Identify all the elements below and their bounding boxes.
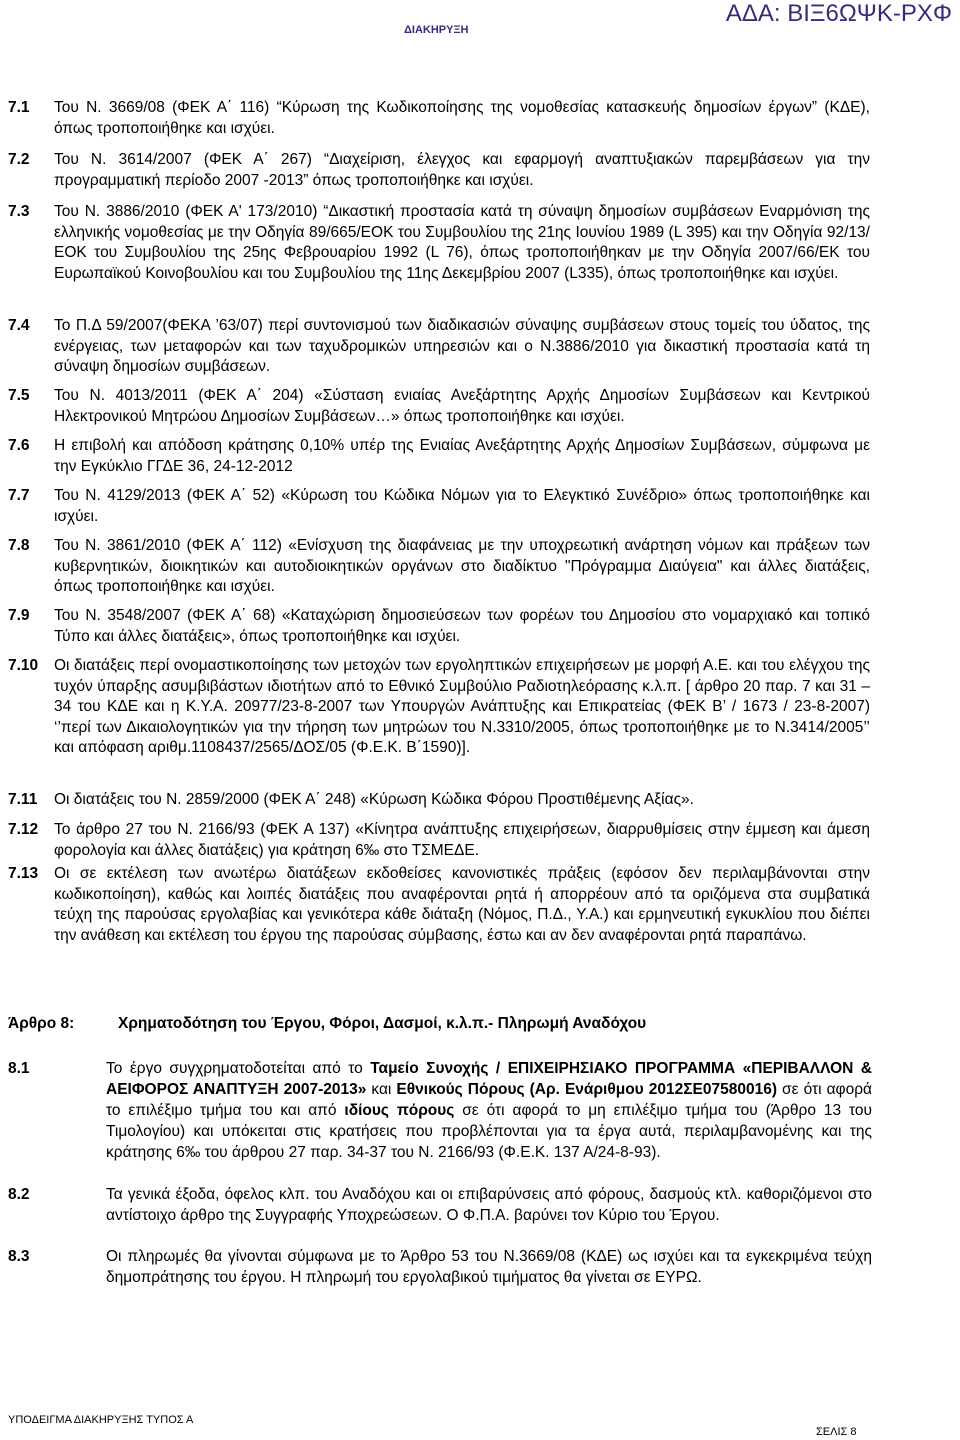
clause-7-1 — [8, 98, 870, 139]
clause-text-part: σε ότι αφορά το μη επιλέξιμο τμήμα του (Άρθρο 13 του Τιμολογίου) και υπόκειται στις κρατήσεις που προβλέπονται για τα έργα αυτά, περιλαμβανομένης και της κράτησης 6‰ του άρθρου 27 παρ. 34-37 του Ν. 2166/93 (Φ.Ε.Κ. 137 Α/24-8-93). — [106, 1102, 873, 1161]
clause-7-5 — [8, 386, 870, 427]
clause-number: 7.3 — [8, 203, 30, 220]
clause-7-11 — [8, 790, 870, 811]
funding-source: Ταμείο Συνοχής / ΕΠΙΧΕΙΡΗΣΙΑΚΟ ΠΡΟΓΡΑΜΜΑ «ΠΕΡΙΒΑΛΛΟΝ & ΑΕΙΦΟΡΟΣ ΑΝΑΠΤΥΞΗ 2007-2013» — [106, 1060, 872, 1098]
clause-text: Το άρθρο 27 του Ν. 2166/93 (ΦΕΚ Α 137) «Κίνητρα ανάπτυξης επιχειρήσεων, διαρρυθμίσεις στην έμμεση και άμεση φορολογία και άλλες διατάξεις) για κράτηση 6‰ στο ΤΣΜΕΔΕ. — [54, 821, 870, 859]
clause-7-12 — [8, 820, 870, 861]
clause-number: 7.8 — [8, 537, 30, 554]
clause-number: 8.2 — [8, 1186, 30, 1203]
clause-text: Τα γενικά έξοδα, όφελος κλπ. του Αναδόχου και οι επιβαρύνσεις από φόρους, δασμούς κτλ. καθοριζόμενοι στο αντίστοιχο άρθρο της Συγγραφής Υποχρεώσεων. Ο Φ.Π.Α. βαρύνει τον Κύριο του Έργου. — [106, 1186, 872, 1224]
clause-text-part: και — [366, 1081, 397, 1098]
clause-7-3 — [8, 202, 870, 284]
clause-7-7 — [8, 486, 870, 527]
footer-document-type: ΥΠΟΔΕΙΓΜΑ ΔΙΑΚΗΡΥΞΗΣ ΤΥΠΟΣ Α — [8, 1414, 194, 1426]
clause-text: Του Ν. 3548/2007 (ΦΕΚ Α΄ 68) «Καταχώριση δημοσιεύσεων των φορέων του Δημοσίου στο νομαρχιακό και τοπικό Τύπο και άλλες διατάξεις», όπως τροποποιήθηκε και ισχύει. — [54, 607, 870, 645]
clause-number: 7.9 — [8, 607, 30, 624]
clause-text: Το Π.Δ 59/2007(ΦΕΚΑ ’63/07) περί συντονισμού των διαδικασιών σύναψης συμβάσεων στους τομείς του ύδατος, της ενέργειας, των μεταφορών και των ταχυδρομικών υπηρεσιών και ο Ν.3886/2010 για δικαστική προστασία κατά τη σύναψη δημοσίων συμβάσεων. — [54, 317, 870, 375]
clause-text: Του Ν. 3861/2010 (ΦΕΚ Α΄ 112) «Ενίσχυση της διαφάνειας με την υποχρεωτική ανάρτηση νόμων και πράξεων των κυβερνητικών, διοικητικών και αυτοδιοικητικών οργάνων στο διαδίκτυο "Πρόγραμμα Διαύγεια" και άλλες διατάξεις, όπως τροποποιήθηκε και ισχύει. — [54, 537, 870, 595]
clause-number: 7.12 — [8, 821, 39, 838]
page-header — [0, 0, 960, 40]
clause-7-9 — [8, 606, 870, 647]
clause-text: Του Ν. 4013/2011 (ΦΕΚ Α΄ 204) «Σύσταση ενιαίας Ανεξάρτητης Αρχής Δημοσίων Συμβάσεων και Κεντρικού Ηλεκτρονικού Μητρώου Δημοσίων Συμβάσεων…» όπως τροποποιήθηκε και ισχύει. — [54, 387, 870, 425]
ada-code: ΑΔΑ: ΒΙΞ6ΩΨΚ-ΡΧΦ — [725, 0, 952, 27]
clause-7-4 — [8, 316, 870, 378]
clause-number: 7.4 — [8, 317, 30, 334]
clause-text: Του Ν. 3886/2010 (ΦΕΚ Α' 173/2010) “Δικαστική προστασία κατά τη σύναψη δημοσίων συμβάσεων Εναρμόνιση της ελληνικής νομοθεσίας με την Οδηγία 89/665/ΕΟΚ του Συμβουλίου της 21ης Ιουνίου 1989 (L 395) και την Οδηγία 92/13/ΕΟΚ του Συμβουλίου της 25ης Φεβρουαρίου 1992 (L 76), όπως τροποποιήθηκαν με την Οδηγία 2007/66/ΕΚ του Ευρωπαϊκού Κοινοβουλίου και του Συμβουλίου της 11ης Δεκεμβρίου 2007 (L335), όπως τροποποιήθηκε και ισχύει. — [54, 203, 870, 282]
clause-text: Οι διατάξεις περί ονομαστικοποίησης των μετοχών των εργοληπτικών επιχειρήσεων με μορφή Α.Ε. και του ελέγχου της τυχόν ύπαρξης ασυμβιβάστων ιδιοτήτων από το Εθνικό Συμβούλιο Ραδιοτηλεόρασης κ.λ.π. [ άρθρο 20 παρ. 7 και 31 – 34 του ΚΔΕ και η Κ.Υ.Α. 20977/23-8-2007 των Υπουργών Ανάπτυξης και Επικρατείας (ΦΕΚ Β’ / 1673 / 23-8-2007) ‘’περί των Δικαιολογητικών για την τήρηση των μητρώων του Ν.3310/2005, όπως τροποποιήθηκε με το Ν.3414/2005’’ και απόφαση αριθμ.1108437/2565/ΔΟΣ/05 (Φ.Ε.Κ. Β΄1590)]. — [54, 657, 870, 756]
clause-number: 7.2 — [8, 151, 30, 168]
clause-text: Οι πληρωμές θα γίνονται σύμφωνα με το Άρθρο 53 του Ν.3669/08 (ΚΔΕ) ως ισχύει και τα εγκεκριμένα τεύχη δημοπράτησης του έργου. Η πληρωμή του εργολαβικού τιμήματος θα γίνεται σε ΕΥΡΩ. — [106, 1248, 872, 1286]
clause-number: 7.10 — [8, 657, 39, 674]
clause-text-part: Το έργο συγχρηματοδοτείται από το — [106, 1060, 371, 1077]
clause-number: 7.7 — [8, 487, 30, 504]
clause-text: Του Ν. 3614/2007 (ΦΕΚ Α΄ 267) “Διαχείριση, έλεγχος και εφαρμογή αναπτυξιακών παρεμβάσεων για την προγραμματική περίοδο 2007 -2013” όπως τροποποιήθηκε και ισχύει. — [54, 151, 870, 189]
clause-text: Οι διατάξεις του Ν. 2859/2000 (ΦΕΚ Α΄ 248) «Κύρωση Κώδικα Φόρου Προστιθέμενης Αξίας». — [54, 791, 694, 808]
clause-7-6 — [8, 436, 870, 477]
clause-text-part: σε ότι αφορά το επιλέξιμο τμήμα του και από — [106, 1081, 872, 1119]
clause-text: Η επιβολή και απόδοση κράτησης 0,10% υπέρ της Ενιαίας Ανεξάρτητης Αρχής Δημοσίων Συμβάσεων, σύμφωνα με την Εγκύκλιο ΓΓΔΕ 36, 24-12-2012 — [54, 437, 870, 475]
clause-number: 7.6 — [8, 437, 30, 454]
clause-8-3 — [8, 1246, 872, 1288]
clause-7-8 — [8, 536, 870, 598]
footer-page-number: ΣΕΛΙΣ 8 — [816, 1426, 857, 1438]
clause-7-13 — [8, 864, 870, 946]
national-resources: Εθνικούς Πόρους (Αρ. Ενάριθμου 2012ΣΕ07580016) — [396, 1081, 777, 1098]
clause-text: Του Ν. 4129/2013 (ΦΕΚ Α΄ 52) «Κύρωση του Κώδικα Νόμων για το Ελεγκτικό Συνέδριο» όπως τροποποιήθηκε και ισχύει. — [54, 487, 870, 525]
article-title: Χρηματοδότηση του Έργου, Φόροι, Δασμοί, κ.λ.π.- Πληρωμή Αναδόχου — [118, 1015, 647, 1032]
clause-number: 8.3 — [8, 1248, 30, 1265]
clause-8-2 — [8, 1184, 872, 1226]
clause-number: 8.1 — [8, 1060, 30, 1077]
clause-number: 7.1 — [8, 99, 30, 116]
clause-7-2 — [8, 150, 870, 191]
clause-number: 7.11 — [8, 791, 38, 808]
header-title: ΔΙΑΚΗΡΥΞΗ — [404, 24, 469, 36]
clause-text — [106, 1058, 872, 1163]
clause-text: Οι σε εκτέλεση των ανωτέρω διατάξεων εκδοθείσες κανονιστικές πράξεις (εφόσον δεν περιλαμβάνονται στην κωδικοποίηση), καθώς και λοιπές διατάξεις που αναφέρονται ρητά ή απορρέουν από τα οριζόμενα στα συμβατικά τεύχη της παρούσας εργολαβίας και γενικότερα κάθε διάταξη (Νόμος, Π.Δ., Υ.Α.) και ερμηνευτική εγκυκλίου που διέπει την ανάθεση και εκτέλεση του έργου της παρούσας σύμβασης, έστω και αν δεν αναφέρονται ρητά παραπάνω. — [54, 865, 870, 944]
own-resources: ιδίους πόρους — [344, 1102, 455, 1119]
clause-text: Του Ν. 3669/08 (ΦΕΚ Α΄ 116) “Κύρωση της Κωδικοποίησης της νομοθεσίας κατασκευής δημοσίων έργων” (ΚΔΕ), όπως τροποποιήθηκε και ισχύει. — [54, 99, 870, 137]
clause-number: 7.5 — [8, 387, 30, 404]
clause-8-1 — [8, 1058, 872, 1163]
clause-number: 7.13 — [8, 865, 39, 882]
article-label: Άρθρο 8: — [8, 1015, 75, 1032]
clause-7-10 — [8, 656, 870, 759]
